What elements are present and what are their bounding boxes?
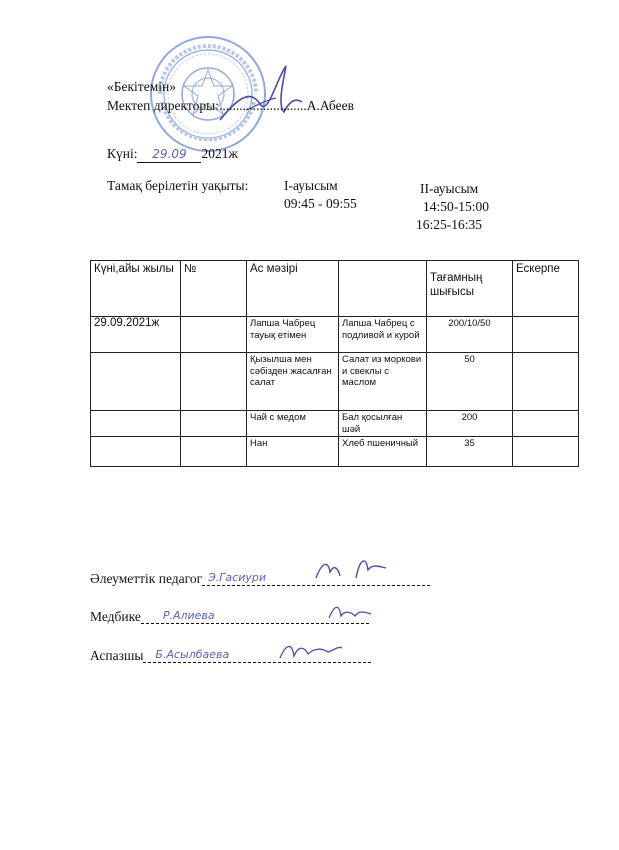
shift2-time2: 16:25-16:35 — [416, 217, 482, 232]
shift2-time1: 14:50-15:00 — [423, 199, 489, 214]
header-menu-ru — [339, 261, 427, 317]
cook-signature-field: Б.Асылбаева — [143, 646, 371, 663]
director-dots: .......................... — [218, 98, 307, 113]
cell-portion: 35 — [427, 437, 513, 467]
cell-number — [181, 437, 247, 467]
nurse-label: Медбике — [90, 609, 141, 624]
cell-dish-kz: Чай с медом — [247, 411, 339, 437]
cell-number — [181, 411, 247, 437]
cell-note — [513, 353, 579, 411]
cell-dish-ru: Хлеб пшеничный — [339, 437, 427, 467]
menu-table — [90, 260, 579, 467]
header-number: № — [181, 261, 247, 317]
cell-date — [91, 353, 181, 411]
social-pedagogue-label: Әлеуметтік педагог — [90, 571, 203, 586]
table-row — [91, 411, 579, 437]
cell-portion: 200/10/50 — [427, 317, 513, 353]
nurse-signature-icon — [325, 600, 375, 624]
nurse-signature-field: Р.Алиева — [141, 607, 369, 624]
cell-dish-ru: Бал қосылған шәй — [339, 411, 427, 437]
director-signature-icon — [216, 60, 306, 130]
header-menu: Ас мәзірі — [247, 261, 339, 317]
time-label: Тамақ берілетін уақыты: — [107, 178, 249, 193]
cook-label: Аспазшы — [90, 648, 144, 663]
cell-portion: 200 — [427, 411, 513, 437]
cell-date — [91, 437, 181, 467]
cell-date — [91, 411, 181, 437]
approve-label: «Бекітемін» — [107, 79, 176, 94]
cell-dish-kz: Лапша Чабрец тауық етімен — [247, 317, 339, 353]
cell-note — [513, 437, 579, 467]
cell-note — [513, 411, 579, 437]
cell-note — [513, 317, 579, 353]
cell-dish-ru: Салат из моркови и свеклы с маслом — [339, 353, 427, 411]
date-year: 2021ж — [201, 146, 238, 161]
table-row — [91, 317, 579, 353]
date-line — [107, 146, 238, 163]
shift1-time: 09:45 - 09:55 — [284, 196, 357, 211]
director-name: А.Абеев — [306, 98, 354, 113]
cook-signature-icon — [276, 638, 346, 664]
social-pedagogue-signature-icon — [310, 554, 390, 584]
cell-dish-kz: Қызылша мен сәбізден жасалған салат — [247, 353, 339, 411]
director-label: Мектеп директоры: — [107, 98, 219, 113]
shift2-title: II-ауысым — [420, 181, 479, 196]
cell-portion: 50 — [427, 353, 513, 411]
table-header-row — [91, 261, 579, 317]
date-label: Күні: — [107, 146, 138, 161]
table-row — [91, 437, 579, 467]
header-portion: Тағамның шығысы — [427, 261, 513, 317]
cell-number — [181, 317, 247, 353]
social-pedagogue-signature-field: Э.Гасиури — [202, 569, 430, 586]
cell-dish-ru: Лапша Чабрец с подливой и курой — [339, 317, 427, 353]
cell-date: 29.09.2021ж — [91, 317, 181, 353]
cell-dish-kz: Нан — [247, 437, 339, 467]
cell-number — [181, 353, 247, 411]
header-date: Күні,айы жылы — [91, 261, 181, 317]
director-line — [107, 98, 354, 114]
header-note: Ескерпе — [513, 261, 579, 317]
table-row — [91, 353, 579, 411]
shift1-title: I-ауысым — [284, 178, 338, 193]
date-handwritten: 29.09 — [137, 146, 201, 163]
